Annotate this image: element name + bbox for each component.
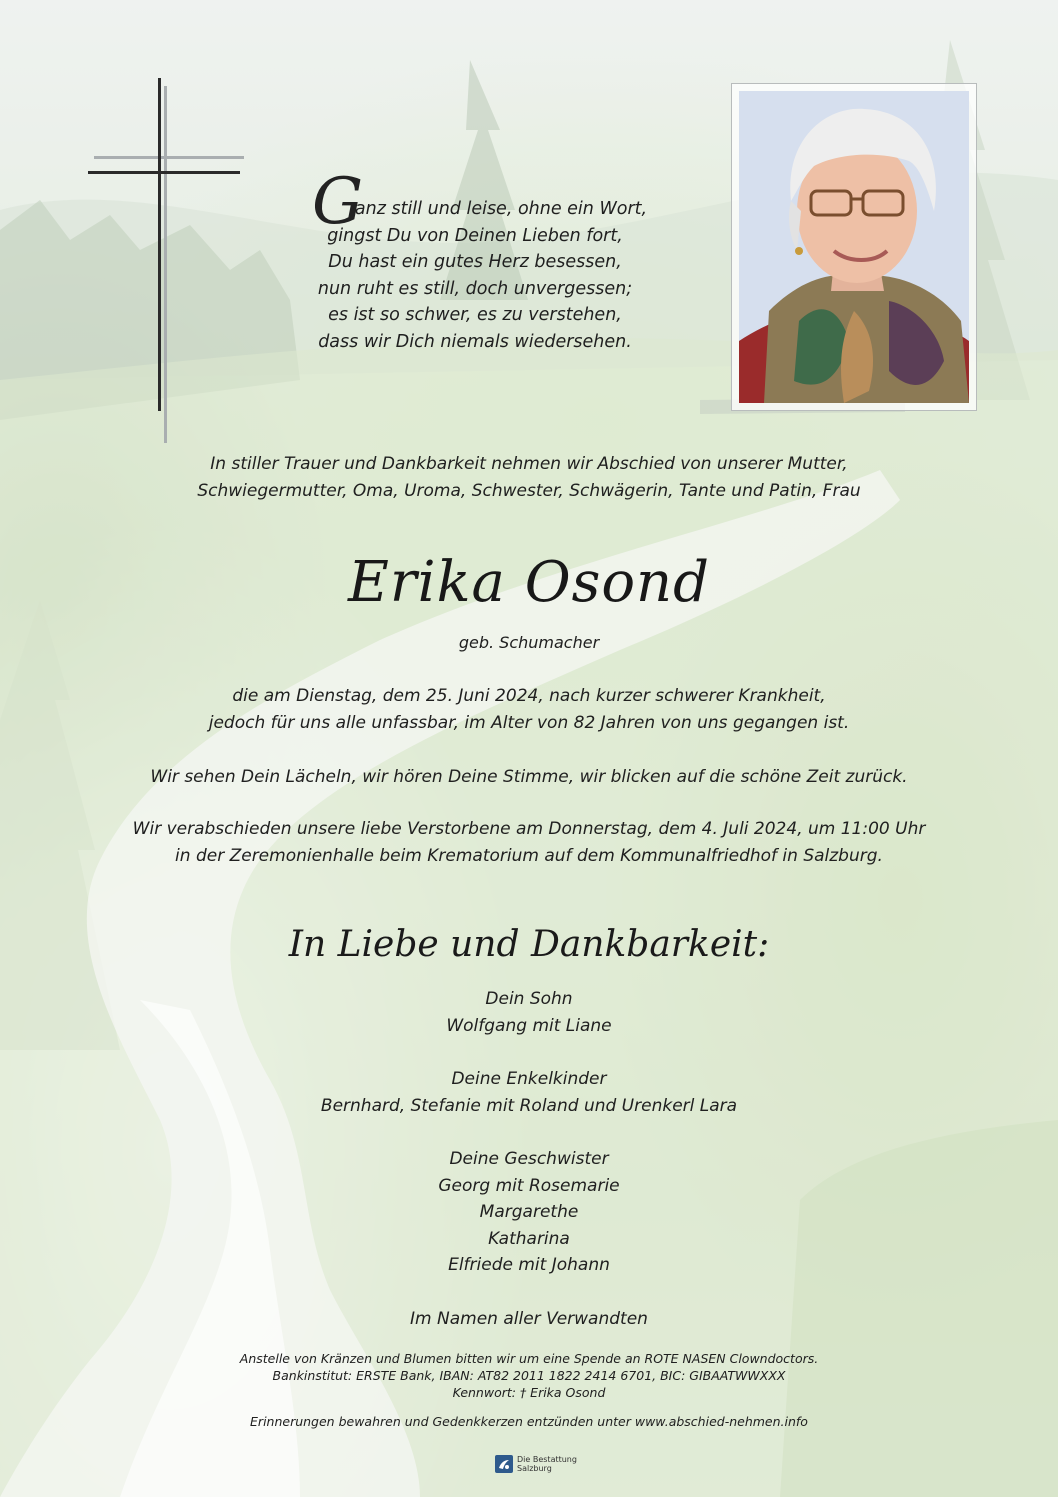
logo-line: Salzburg (517, 1464, 552, 1473)
poem-line: Du hast ein gutes Herz besessen, (328, 252, 622, 272)
poem-line: es ist so schwer, es zu verstehen, (328, 305, 622, 325)
funeral-line: in der Zeremonienhalle beim Krematorium auf dem Kommunalfriedhof in Salzburg. (175, 846, 883, 866)
death-notice-line: die am Dienstag, dem 25. Juni 2024, nach kurzer schwerer Krankheit, (232, 686, 826, 706)
poem-line: anz still und leise, ohne ein Wort, (354, 199, 648, 219)
bestattung-logo-text (517, 1455, 577, 1473)
poem-initial: G (312, 165, 364, 239)
family-line: Deine Geschwister (449, 1149, 609, 1169)
donation-line: Kennwort: † Erika Osond (452, 1385, 606, 1400)
poem-line: gingst Du von Deinen Lieben fort, (327, 225, 623, 246)
family-group-grandchildren (0, 1066, 1058, 1119)
donation-line: Bankinstitut: ERSTE Bank, IBAN: AT82 2011 1822 2414 6701, BIC: GIBAATWWXXX (272, 1368, 786, 1383)
intro-line: In stiller Trauer und Dankbarkeit nehmen wir Abschied von unserer Mutter, (210, 454, 848, 474)
donation-info (0, 1350, 1058, 1401)
family-line: Wolfgang mit Liane (446, 1015, 612, 1036)
portrait-photo (739, 91, 969, 403)
birth-name: geb. Schumacher (458, 633, 600, 652)
intro-line: Schwiegermutter, Oma, Uroma, Schwester, Schwägerin, Tante und Patin, Frau (197, 481, 861, 501)
family-line: Dein Sohn (485, 989, 573, 1009)
memory-link-line: Erinnerungen bewahren und Gedenkkerzen entzünden unter www.abschied-nehmen.info (250, 1414, 808, 1429)
funeral-info (0, 816, 1058, 870)
family-line: Katharina (488, 1228, 570, 1249)
smile-line: Wir sehen Dein Lächeln, wir hören Deine Stimme, wir blicken auf die schöne Zeit zurück. (150, 767, 908, 787)
bestattung-logo-icon (495, 1455, 513, 1473)
intro-text (0, 451, 1058, 505)
deceased-name: Erika Osond (348, 550, 710, 615)
donation-line: Anstelle von Kränzen und Blumen bitten wir um eine Spende an ROTE NASEN Clowndoctors. (239, 1351, 819, 1366)
family-list (0, 986, 1058, 1306)
poem-line: nun ruht es still, doch unvergessen; (317, 278, 633, 299)
love-heading: In Liebe und Dankbarkeit: (288, 924, 770, 965)
relatives-line: Im Namen aller Verwandten (410, 1309, 648, 1329)
family-group-son (0, 986, 1058, 1039)
family-line: Bernhard, Stefanie mit Roland und Urenkerl Lara (320, 1095, 738, 1116)
cross-icon (86, 78, 246, 448)
portrait-frame (731, 83, 977, 411)
family-line: Margarethe (479, 1202, 579, 1222)
family-line: Georg mit Rosemarie (438, 1175, 620, 1196)
family-line: Deine Enkelkinder (451, 1069, 607, 1089)
death-notice-line: jedoch für uns alle unfassbar, im Alter von 82 Jahren von uns gegangen ist. (208, 713, 850, 733)
death-notice (0, 683, 1058, 737)
bestattung-logo (495, 1453, 577, 1475)
family-group-siblings (0, 1146, 1058, 1279)
family-line: Elfriede mit Johann (448, 1255, 610, 1275)
logo-line: Die Bestattung (517, 1455, 577, 1464)
funeral-line: Wir verabschieden unsere liebe Verstorbene am Donnerstag, dem 4. Juli 2024, um 11:00 Uhr (132, 819, 926, 839)
poem-line: dass wir Dich niemals wiedersehen. (318, 331, 632, 352)
poem (250, 196, 700, 355)
